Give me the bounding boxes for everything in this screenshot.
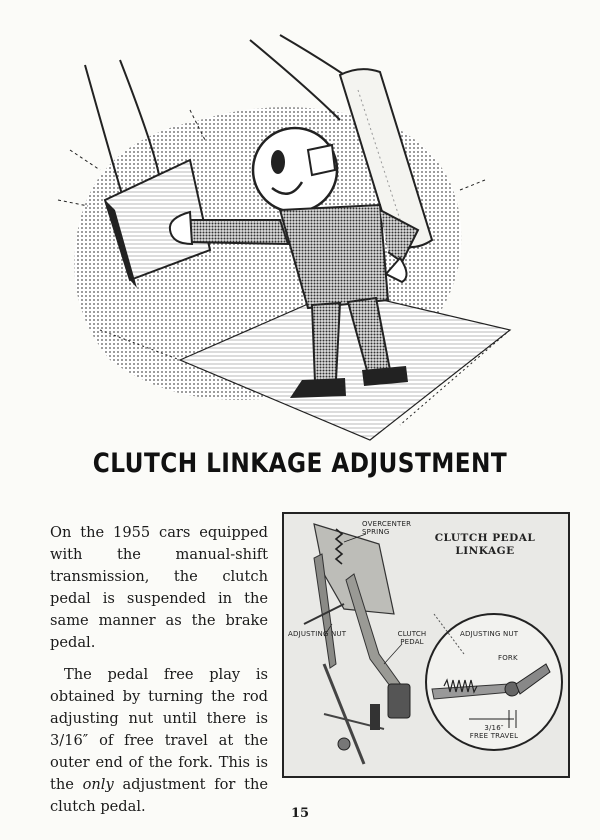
label-fork: FORK (498, 654, 518, 662)
page-number: 15 (290, 806, 310, 821)
paragraph-2-tail: adjustment for the clutch pedal. (50, 776, 268, 815)
cartoon-mechanic-illustration (40, 30, 560, 450)
label-clutch-pedal: CLUTCH PEDAL (397, 630, 427, 646)
figure-title: CLUTCH PEDAL LINKAGE (434, 532, 536, 557)
section-title: CLUTCH LINKAGE ADJUSTMENT (92, 448, 508, 479)
label-free-travel: 3/16″ FREE TRAVEL (469, 724, 519, 740)
paragraph-2-emphasis: only (82, 776, 114, 793)
label-overcenter-spring: OVERCENTER SPRING (362, 520, 412, 536)
paragraph-1: On the 1955 cars equipped with the manual-shift transmission, the clutch pedal is suspended in the same manner as the brake pedal. (50, 524, 268, 651)
paragraph-2-lead: The pedal free play is obtained by turning the rod adjusting nut until there is 3/16″ of free travel at the outer end of the fork. This is the (50, 666, 268, 793)
label-adjusting-nut-right: ADJUSTING NUT (460, 630, 519, 638)
label-adjusting-nut-left: ADJUSTING NUT (288, 630, 347, 638)
body-text (50, 522, 268, 828)
clutch-pedal-linkage-figure (282, 512, 570, 778)
paragraph-2 (50, 664, 268, 818)
